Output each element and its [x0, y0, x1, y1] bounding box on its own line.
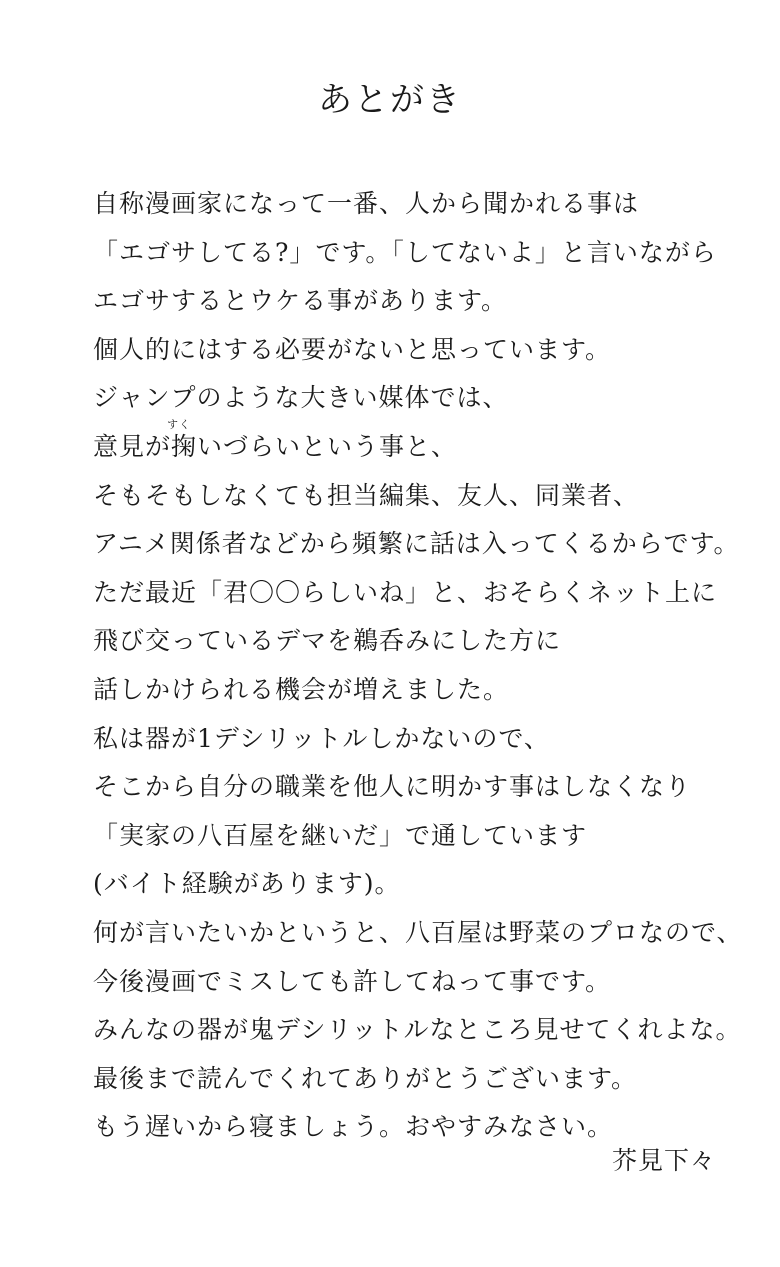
author-signature: 芥見下々	[611, 1146, 716, 1175]
text-line-9: ただ最近「君〇〇らしいね」と、おそらくネット上に	[93, 577, 718, 607]
text-line-3: エゴサするとウケる事があります。	[93, 286, 508, 316]
furigana-ruby: すく	[167, 417, 191, 431]
text-line-8: アニメ関係者などから頻繁に話は入ってくるからです。	[93, 529, 740, 559]
text-line-5: ジャンプのような大きい媒体では、	[93, 383, 509, 413]
text-line-12: 私は器が1デシリットルしかないので、	[93, 723, 550, 753]
text-line-10: 飛び交っているデマを鵜呑みにした方に	[93, 626, 562, 656]
afterword-body	[93, 180, 753, 1152]
text-line-19: 最後まで読んでくれてありがとうございます。	[93, 1063, 638, 1093]
text-line-17: 今後漫画でミスしても許してねって事です。	[93, 966, 612, 996]
text-line-13: そこから自分の職業を他人に明かす事はしなくなり	[93, 772, 692, 802]
text-line-6: 意見が掬いづらいという事と、	[93, 431, 458, 461]
text-line-16: 何が言いたいかというと、八百屋は野菜のプロなので、	[93, 917, 743, 947]
text-line-4: 個人的にはする必要がないと思っています。	[93, 334, 612, 364]
text-line-7: そもそもしなくても担当編集、友人、同業者、	[93, 480, 640, 510]
text-line-14: 「実家の八百屋を継いだ」で通しています	[93, 820, 588, 850]
page-title: あとがき	[318, 80, 462, 120]
text-line-20: もう遅いから寝ましょう。おやすみなさい。	[93, 1112, 614, 1142]
text-line-11: 話しかけられる機会が増えました。	[93, 674, 510, 704]
text-line-6-wrapper	[93, 417, 753, 472]
text-line-18: みんなの器が鬼デシリットルなところ見せてくれよな。	[93, 1015, 742, 1045]
text-line-2: 「エゴサしてる?」です。「してないよ」と言いながら	[93, 237, 717, 267]
text-line-1: 自称漫画家になって一番、人から聞かれる事は	[93, 189, 640, 218]
text-line-15: (バイト経験があります)。	[93, 869, 401, 899]
